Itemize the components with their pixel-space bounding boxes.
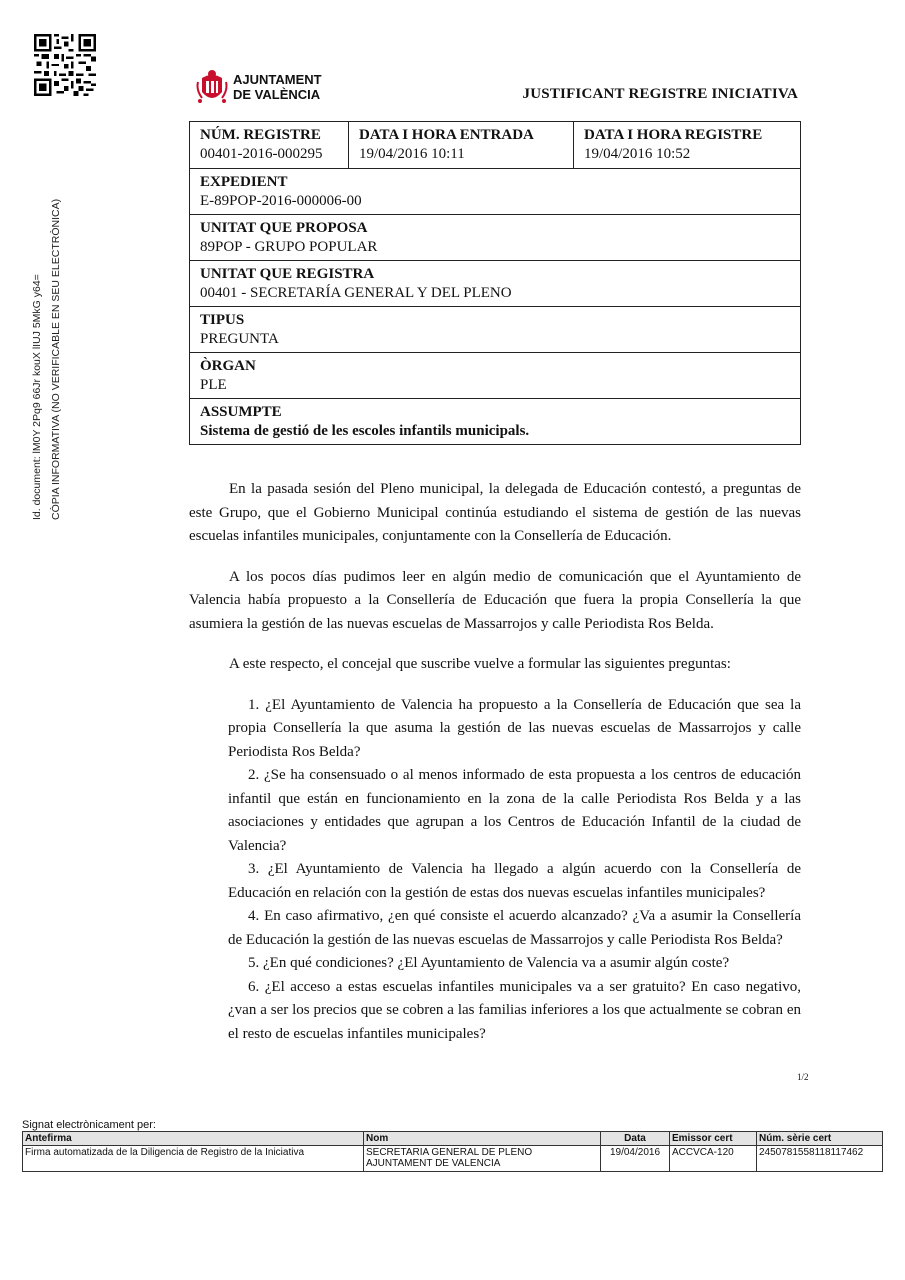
header-serie: Núm. sèrie cert [757,1132,883,1146]
signature-block [22,1119,884,1172]
side-verification-note [28,180,66,520]
header-antefirma: Antefirma [23,1132,364,1146]
table-row [23,1146,883,1172]
cell-emissor: ACCVCA-120 [670,1146,757,1172]
registering-unit-row [190,260,800,306]
header-data: Data [601,1132,670,1146]
nom-line-2: AJUNTAMENT DE VALENCIA [366,1158,501,1169]
question-item: 6. ¿El acceso a estas escuelas infantiles municipales va a ser gratuito? En caso negativo, ¿van a ser los precios que se cobren a las familias inferiores a los que actualmente se cobran en el resto de escuelas infantiles municipales? [228,978,801,1042]
question-item: 5. ¿En qué condiciones? ¿El Ayuntamiento de Valencia va a asumir algún coste? [248,955,730,971]
signature-caption: Signat electrònicament per: [22,1119,156,1131]
type-label: TIPUS [200,312,245,328]
subject-label: ASSUMPTE [200,404,282,420]
logo-line-1: AJUNTAMENT [233,72,322,87]
entry-date-value: 19/04/2016 10:11 [359,146,465,162]
questions-list [189,694,801,1047]
registry-header-row [190,122,800,168]
paragraph-2: A los pocos días pudimos leer en algún medio de comunicación que el Ayuntamiento de Valencia había propuesto a la Consellería de Educación que fuera la propia Consellería la que asumiera la gestión de las nuevas escuelas de Massarrojos y calle Periodista Ros Belda. [189,568,801,632]
paragraph-3: A este respecto, el concejal que suscribe vuelve a formular las siguientes preguntas: [229,656,731,672]
organ-value: PLE [200,377,227,393]
registry-date-cell [573,122,800,168]
cell-data: 19/04/2016 [601,1146,670,1172]
question-item: 1. ¿El Ayuntamiento de Valencia ha propuesto a la Consellería de Educación que sea la propia Consellería la que asuma la gestión de las nuevas escuelas de Massarrojos y calle Periodista Ros Belda? [228,696,801,760]
registry-date-label: DATA I HORA REGISTRE [584,127,763,143]
paragraph-1: En la pasada sesión del Pleno municipal, la delegada de Educación contestó, a preguntas de este Grupo, que el Gobierno Municipal continúa estudiando el sistema de gestión de las nuevas escuelas infantiles municipales, conjuntamente con la Consellería de Educación. [189,481,801,544]
registry-date-value: 19/04/2016 10:52 [584,146,691,162]
signature-header-row [23,1132,883,1146]
type-row [190,306,800,352]
type-value: PREGUNTA [200,331,279,347]
header-nom: Nom [364,1132,601,1146]
question-item: 3. ¿El Ayuntamiento de Valencia ha llegado a algún acuerdo con la Consellería de Educación en relación con la gestión de estas dos nuevas escuelas infantiles municipales? [228,861,801,901]
expedient-value: E-89POP-2016-000006-00 [200,193,362,209]
cell-serie: 2450781558118117462 [757,1146,883,1172]
document-body [189,478,801,1046]
question-item: 2. ¿Se ha consensuado o al menos informado de esta propuesta a los centros de educación infantil que están en funcionamiento en la zona de la calle Periodista Ros Belda y a las asociaciones y entidades que agrupan a los Centros de Educación Infantil de la ciudad de Valencia? [228,767,801,854]
nom-line-1: SECRETARIA GENERAL DE PLENO [366,1147,533,1158]
num-registre-cell [190,122,348,168]
valencia-crest-icon [196,68,228,106]
signature-table [22,1131,883,1172]
num-registre-value: 00401-2016-000295 [200,146,323,162]
proposing-unit-value: 89POP - GRUPO POPULAR [200,239,378,255]
proposing-unit-label: UNITAT QUE PROPOSA [200,220,368,236]
entry-date-cell [348,122,573,168]
document-id: Id. document: lM0Y 2Pq9 66Jr kouX lIUJ 5MkG y64= [31,274,43,520]
ajuntament-logo [196,68,322,106]
organ-row [190,352,800,398]
document-title: JUSTIFICANT REGISTRE INICIATIVA [522,86,798,102]
subject-value: Sistema de gestió de les escoles infantils municipals. [200,423,530,439]
subject-row [190,398,800,444]
copy-notice: CÒPIA INFORMATIVA (NO VERIFICABLE EN SEU ELECTRÒNICA) [50,198,62,520]
cell-nom [364,1146,601,1172]
page-number: 1/2 [797,1072,809,1082]
entry-date-label: DATA I HORA ENTRADA [359,127,534,143]
registering-unit-label: UNITAT QUE REGISTRA [200,266,375,282]
registering-unit-value: 00401 - SECRETARÍA GENERAL Y DEL PLENO [200,285,512,301]
header-emissor: Emissor cert [670,1132,757,1146]
num-registre-label: NÚM. REGISTRE [200,127,321,143]
expedient-row [190,168,800,214]
question-item: 4. En caso afirmativo, ¿en qué consiste el acuerdo alcanzado? ¿Va a asumir la Consellería de Educación la gestión de las nuevas escuelas de Massarrojos y calle Periodista Ros Belda? [228,908,801,948]
logo-line-2: DE VALÈNCIA [233,87,321,102]
organ-label: ÒRGAN [200,358,256,374]
proposing-unit-row [190,214,800,260]
expedient-label: EXPEDIENT [200,174,288,190]
registry-info-table [189,121,801,445]
qr-code-icon [34,34,96,96]
cell-antefirma: Firma automatizada de la Diligencia de Registro de la Iniciativa [23,1146,364,1172]
